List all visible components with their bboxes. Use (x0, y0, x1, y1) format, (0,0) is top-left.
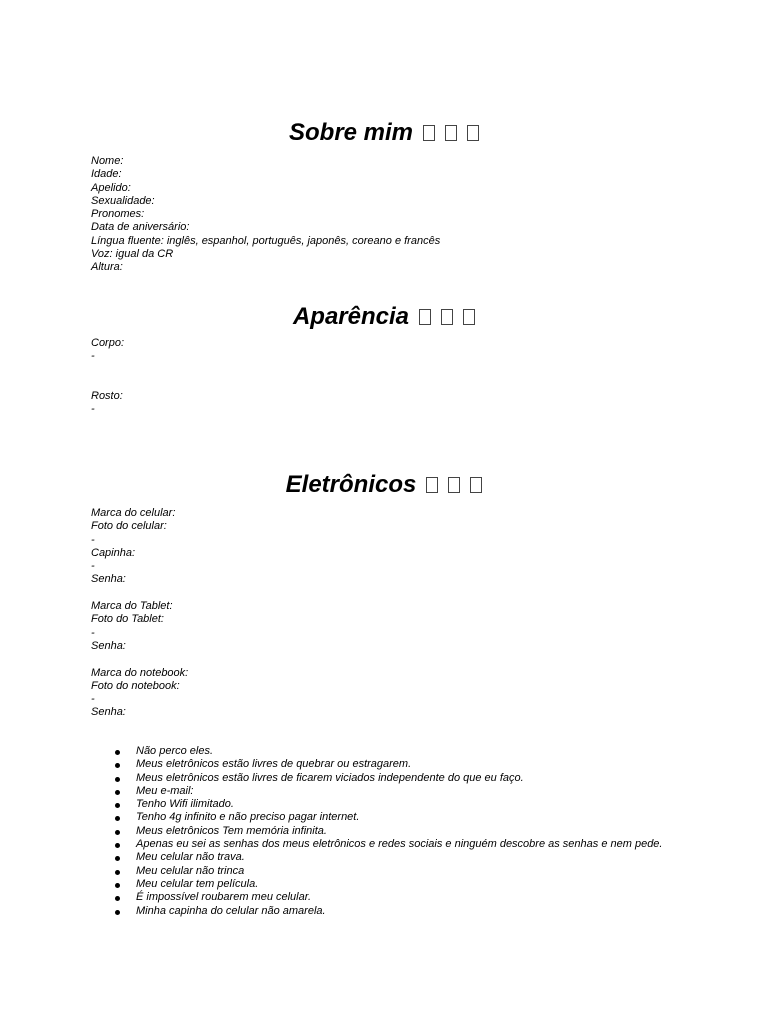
field-line (91, 377, 691, 390)
list-item: É impossível roubarem meu celular. (91, 891, 691, 904)
field-line: Idade: (91, 168, 122, 181)
section-title-text: Eletrônicos (285, 471, 417, 498)
field-line: Marca do Tablet: (91, 600, 173, 613)
missing-glyph-box-icon (448, 477, 460, 493)
list-item: Não perco eles. (91, 745, 691, 758)
missing-glyph-box-icon (426, 477, 438, 493)
field-line: Senha: (91, 639, 126, 652)
field-line: Rosto: (91, 390, 123, 403)
list-item: Meu celular não trinca (91, 865, 691, 878)
list-item: Meus eletrônicos estão livres de quebrar ou estragarem. (91, 758, 691, 771)
missing-glyph-box-icons (413, 119, 479, 146)
missing-glyph-box-icons (409, 303, 475, 330)
list-item: Minha capinha do celular não amarela. (91, 905, 691, 918)
field-line: - (91, 403, 95, 416)
field-line: Senha: (91, 573, 126, 586)
missing-glyph-box-icon (441, 309, 453, 325)
field-line: Data de aniversário: (91, 221, 190, 234)
missing-glyph-box-icon (445, 125, 457, 141)
section-title-about (0, 119, 768, 147)
field-line: Capinha: (91, 546, 136, 559)
field-line: Foto do celular: (91, 520, 167, 533)
list-item: Meus eletrônicos Tem memória infinita. (91, 825, 691, 838)
field-line: Corpo: (91, 337, 125, 349)
list-item: Tenho 4g infinito e não preciso pagar internet. (91, 811, 691, 824)
list-item: Meu celular tem película. (91, 878, 691, 891)
list-item: Meus eletrônicos estão livres de ficarem viciados independente do que eu faço. (91, 772, 691, 785)
missing-glyph-box-icon (467, 125, 479, 141)
section-title-electronics (0, 471, 768, 499)
field-line: Marca do notebook: (91, 666, 189, 679)
field-line: Senha: (91, 706, 126, 719)
list-item: Apenas eu sei as senhas dos meus eletrônicos e redes sociais e ninguém descobre as senhas e nem pede. (91, 838, 691, 851)
field-line: Voz: igual da CR (91, 248, 174, 261)
appearance-fields (91, 337, 691, 417)
field-line: - (91, 533, 95, 546)
missing-glyph-box-icon (470, 477, 482, 493)
field-line: Foto do Tablet: (91, 613, 164, 626)
section-title-appearance (0, 303, 768, 331)
section-title-text: Aparência (292, 303, 410, 330)
field-line: Pronomes: (91, 208, 145, 221)
list-item: Meu celular não trava. (91, 851, 691, 864)
field-line: - (91, 560, 95, 573)
field-line: Nome: (91, 155, 124, 167)
field-line: Marca do celular: (91, 507, 176, 519)
list-item: Meu e-mail: (91, 785, 691, 798)
missing-glyph-box-icons (416, 471, 482, 498)
missing-glyph-box-icon (423, 125, 435, 141)
field-line: Altura: (91, 261, 123, 274)
electronics-fields (91, 507, 691, 720)
about-fields (91, 155, 691, 275)
field-line: - (91, 693, 95, 706)
electronics-bullet-list (91, 745, 691, 918)
missing-glyph-box-icon (463, 309, 475, 325)
field-line: Língua fluente: inglês, espanhol, português, japonês, coreano e francês (91, 234, 441, 247)
field-line (91, 653, 691, 666)
missing-glyph-box-icon (419, 309, 431, 325)
list-item: Tenho Wifi ilimitado. (91, 798, 691, 811)
field-line: Foto do notebook: (91, 679, 180, 692)
section-title-text: Sobre mim (288, 119, 414, 146)
field-line: - (91, 350, 95, 363)
field-line: Apelido: (91, 181, 131, 194)
field-line: - (91, 626, 95, 639)
field-line: Sexualidade: (91, 194, 155, 207)
field-line (91, 364, 691, 377)
field-line (91, 587, 691, 600)
